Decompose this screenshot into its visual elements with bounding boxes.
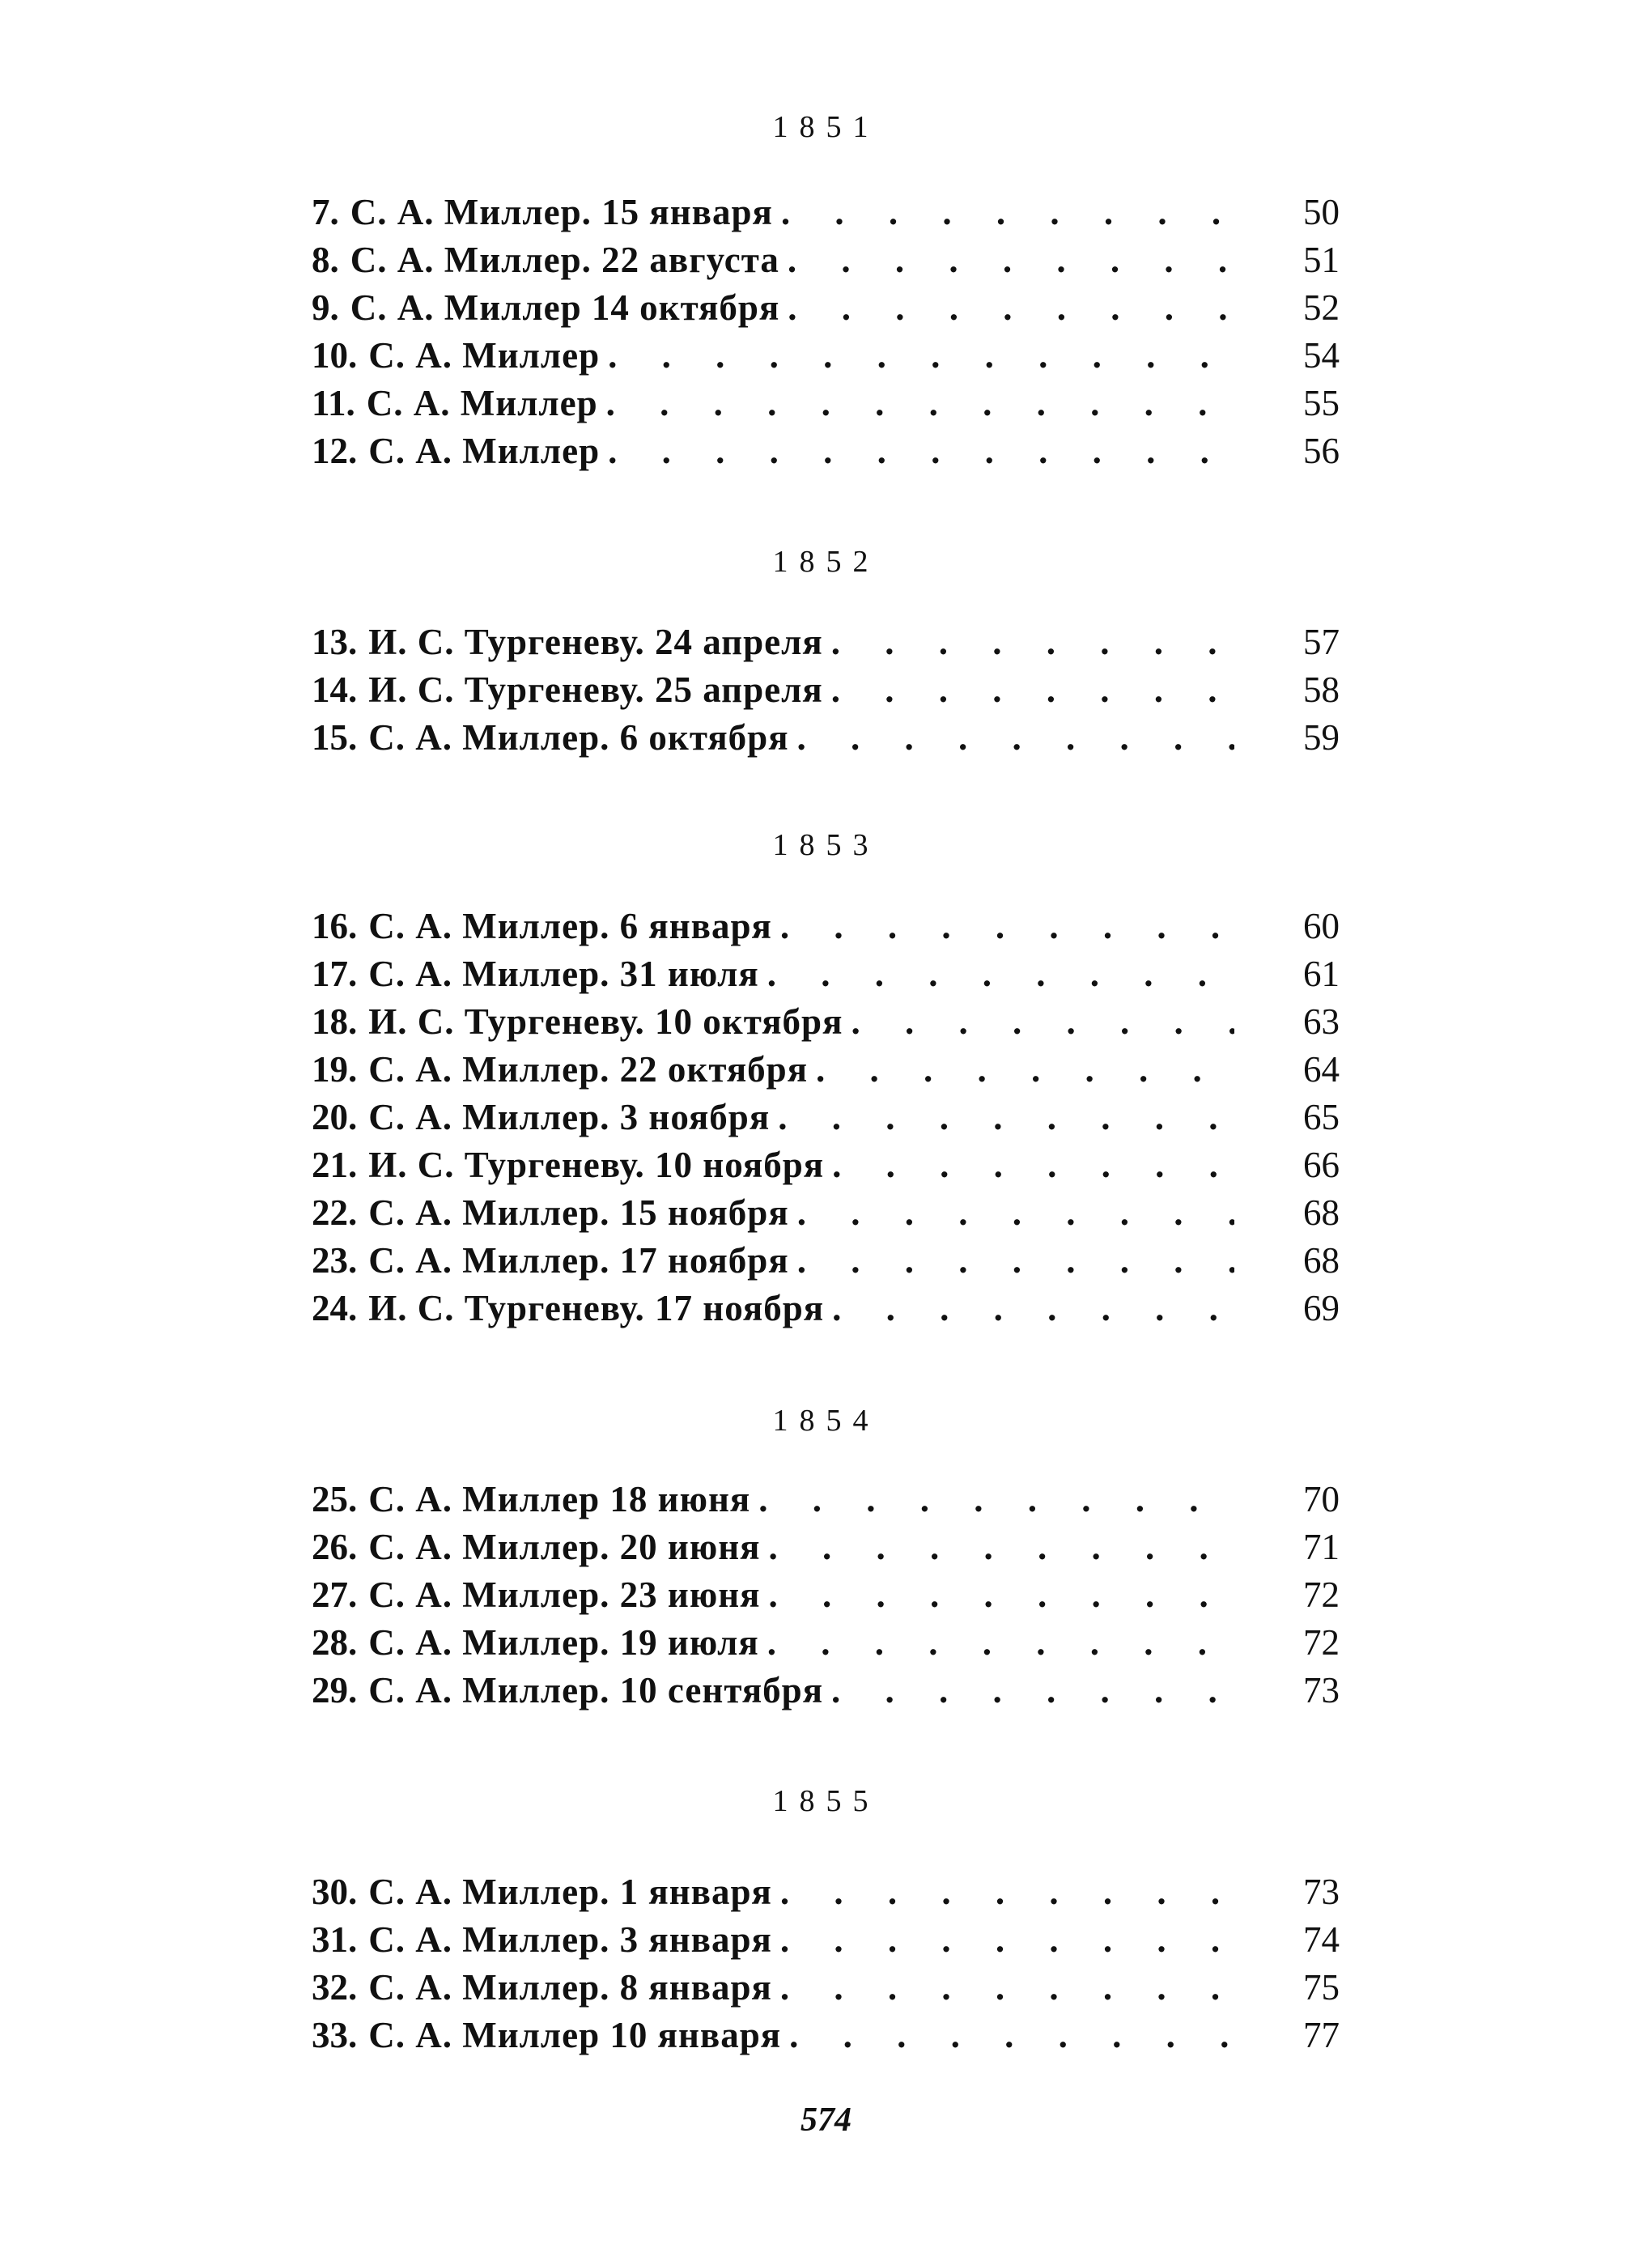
entry-number: 21. (312, 1145, 358, 1185)
entry-title: С. А. Миллер 14 октября (350, 287, 780, 328)
entry-title: С. А. Миллер. 23 июня (368, 1574, 761, 1615)
toc-entry (312, 334, 1340, 380)
toc-entry (312, 1478, 1340, 1523)
entry-number: 25. (312, 1479, 358, 1519)
entry-number: 33. (312, 2015, 358, 2055)
toc-entry (312, 1239, 1340, 1285)
entry-title: С. А. Миллер. 1 января (368, 1872, 772, 1912)
entry-number: 19. (312, 1049, 358, 1090)
entry-number: 7. (312, 192, 339, 232)
footer-page-number: 574 (801, 2101, 851, 2139)
entry-number: 26. (312, 1527, 358, 1567)
dot-leader (773, 191, 1234, 233)
entry-title: С. А. Миллер. 19 июля (368, 1622, 759, 1663)
entry-page-number: 60 (1303, 906, 1340, 946)
toc-entry (312, 1192, 1340, 1237)
entry-number: 18. (312, 1001, 358, 1042)
dot-leader (789, 1192, 1234, 1234)
entry-page-number: 54 (1303, 335, 1340, 376)
toc-entry (312, 953, 1340, 998)
entry-page-number: 71 (1303, 1527, 1340, 1567)
entry-page-number: 70 (1303, 1479, 1340, 1519)
entry-page-number: 57 (1303, 622, 1340, 662)
dot-leader (759, 1621, 1234, 1664)
entry-page-number: 64 (1303, 1049, 1340, 1090)
year-heading: 1855 (772, 1784, 880, 1818)
toc-entry (312, 716, 1340, 762)
toc-entry (312, 1871, 1340, 1916)
entry-page-number: 66 (1303, 1145, 1340, 1185)
entry-number: 17. (312, 954, 358, 994)
entry-page-number: 72 (1303, 1574, 1340, 1615)
dot-leader (750, 1478, 1234, 1520)
entry-page-number: 50 (1303, 192, 1340, 232)
dot-leader (760, 1574, 1234, 1616)
toc-entry (312, 1919, 1340, 1964)
entry-title: С. А. Миллер 18 июня (368, 1479, 751, 1519)
year-heading: 1854 (772, 1404, 880, 1438)
entry-number: 27. (312, 1574, 358, 1615)
dot-leader (760, 1526, 1234, 1568)
dot-leader (600, 430, 1234, 472)
entry-title: С. А. Миллер (368, 431, 601, 471)
entry-page-number: 58 (1303, 669, 1340, 710)
entry-page-number: 59 (1303, 717, 1340, 758)
entry-number: 10. (312, 335, 358, 376)
toc-entry (312, 1966, 1340, 2012)
toc-entry (312, 669, 1340, 714)
entry-number: 13. (312, 622, 358, 662)
entry-number: 11. (312, 383, 355, 423)
toc-entry (312, 1144, 1340, 1189)
entry-title: С. А. Миллер. 6 октября (368, 717, 789, 758)
entry-title: С. А. Миллер. 15 ноября (368, 1192, 789, 1233)
dot-leader (781, 2014, 1234, 2056)
year-heading: 1853 (772, 828, 880, 862)
entry-number: 24. (312, 1288, 358, 1328)
entry-number: 15. (312, 717, 358, 758)
entry-title: С. А. Миллер. 31 июля (368, 954, 759, 994)
dot-leader (789, 1239, 1234, 1281)
dot-leader (600, 334, 1234, 376)
entry-title: С. А. Миллер. 20 июня (368, 1527, 761, 1567)
dot-leader (772, 905, 1234, 947)
entry-title: С. А. Миллер. 15 января (350, 192, 773, 232)
dot-leader (759, 953, 1234, 995)
toc-entry (312, 382, 1340, 427)
entry-page-number: 52 (1303, 287, 1340, 328)
toc-entry (312, 191, 1340, 236)
entry-title: С. А. Миллер. 3 января (368, 1919, 772, 1960)
toc-entry (312, 287, 1340, 332)
dot-leader (823, 669, 1234, 711)
entry-title: С. А. Миллер. 8 января (368, 1967, 772, 2008)
year-heading: 1852 (772, 545, 880, 579)
entry-number: 16. (312, 906, 358, 946)
entry-number: 31. (312, 1919, 358, 1960)
entry-page-number: 73 (1303, 1670, 1340, 1710)
dot-leader (789, 716, 1234, 759)
dot-leader (772, 1966, 1234, 2008)
toc-entry (312, 1096, 1340, 1141)
entry-number: 23. (312, 1240, 358, 1281)
entry-page-number: 73 (1303, 1872, 1340, 1912)
entry-title: С. А. Миллер. 22 августа (350, 240, 779, 280)
entry-page-number: 56 (1303, 431, 1340, 471)
entry-page-number: 68 (1303, 1240, 1340, 1281)
entry-title: И. С. Тургеневу. 17 ноября (368, 1288, 825, 1328)
dot-leader (808, 1048, 1234, 1090)
entry-page-number: 77 (1303, 2015, 1340, 2055)
toc-entry (312, 1669, 1340, 1715)
toc-entry (312, 1574, 1340, 1619)
entry-page-number: 74 (1303, 1919, 1340, 1960)
entry-number: 12. (312, 431, 358, 471)
toc-entry (312, 621, 1340, 666)
entry-page-number: 61 (1303, 954, 1340, 994)
toc-entry (312, 1287, 1340, 1332)
entry-title: С. А. Миллер (368, 335, 601, 376)
entry-title: С. А. Миллер. 22 октября (368, 1049, 809, 1090)
year-heading: 1851 (772, 110, 880, 144)
entry-title: С. А. Миллер. 10 сентября (368, 1670, 824, 1710)
entry-page-number: 63 (1303, 1001, 1340, 1042)
dot-leader (823, 1669, 1234, 1711)
toc-entry (312, 1048, 1340, 1094)
toc-entry (312, 1001, 1340, 1046)
entry-number: 9. (312, 287, 339, 328)
entry-number: 22. (312, 1192, 358, 1233)
entry-title: С. А. Миллер. 17 ноября (368, 1240, 789, 1281)
dot-leader (772, 1919, 1234, 1961)
entry-number: 28. (312, 1622, 358, 1663)
entry-number: 29. (312, 1670, 358, 1710)
entry-page-number: 72 (1303, 1622, 1340, 1663)
toc-entry (312, 905, 1340, 950)
entry-page-number: 68 (1303, 1192, 1340, 1233)
dot-leader (779, 287, 1234, 329)
dot-leader (823, 621, 1234, 663)
entry-title: С. А. Миллер. 3 ноября (368, 1097, 771, 1137)
entry-page-number: 75 (1303, 1967, 1340, 2008)
dot-leader (824, 1287, 1234, 1329)
entry-title: И. С. Тургеневу. 25 апреля (368, 669, 823, 710)
entry-number: 32. (312, 1967, 358, 2008)
entry-title: И. С. Тургеневу. 24 апреля (368, 622, 823, 662)
entry-page-number: 65 (1303, 1097, 1340, 1137)
entry-number: 14. (312, 669, 358, 710)
dot-leader (770, 1096, 1234, 1138)
entry-title: С. А. Миллер (366, 383, 598, 423)
dot-leader (598, 382, 1234, 424)
toc-entry (312, 1621, 1340, 1667)
entry-title: С. А. Миллер. 6 января (368, 906, 772, 946)
dot-leader (772, 1871, 1234, 1913)
entry-number: 20. (312, 1097, 358, 1137)
toc-entry (312, 239, 1340, 284)
dot-leader (843, 1001, 1234, 1043)
entry-page-number: 51 (1303, 240, 1340, 280)
toc-entry (312, 1526, 1340, 1571)
toc-entry (312, 430, 1340, 475)
entry-title: С. А. Миллер 10 января (368, 2015, 782, 2055)
dot-leader (779, 239, 1234, 281)
entry-title: И. С. Тургеневу. 10 ноября (368, 1145, 825, 1185)
dot-leader (824, 1144, 1234, 1186)
toc-entry (312, 2014, 1340, 2059)
entry-number: 30. (312, 1872, 358, 1912)
entry-page-number: 55 (1303, 383, 1340, 423)
entry-title: И. С. Тургеневу. 10 октября (368, 1001, 843, 1042)
entry-page-number: 69 (1303, 1288, 1340, 1328)
entry-number: 8. (312, 240, 339, 280)
